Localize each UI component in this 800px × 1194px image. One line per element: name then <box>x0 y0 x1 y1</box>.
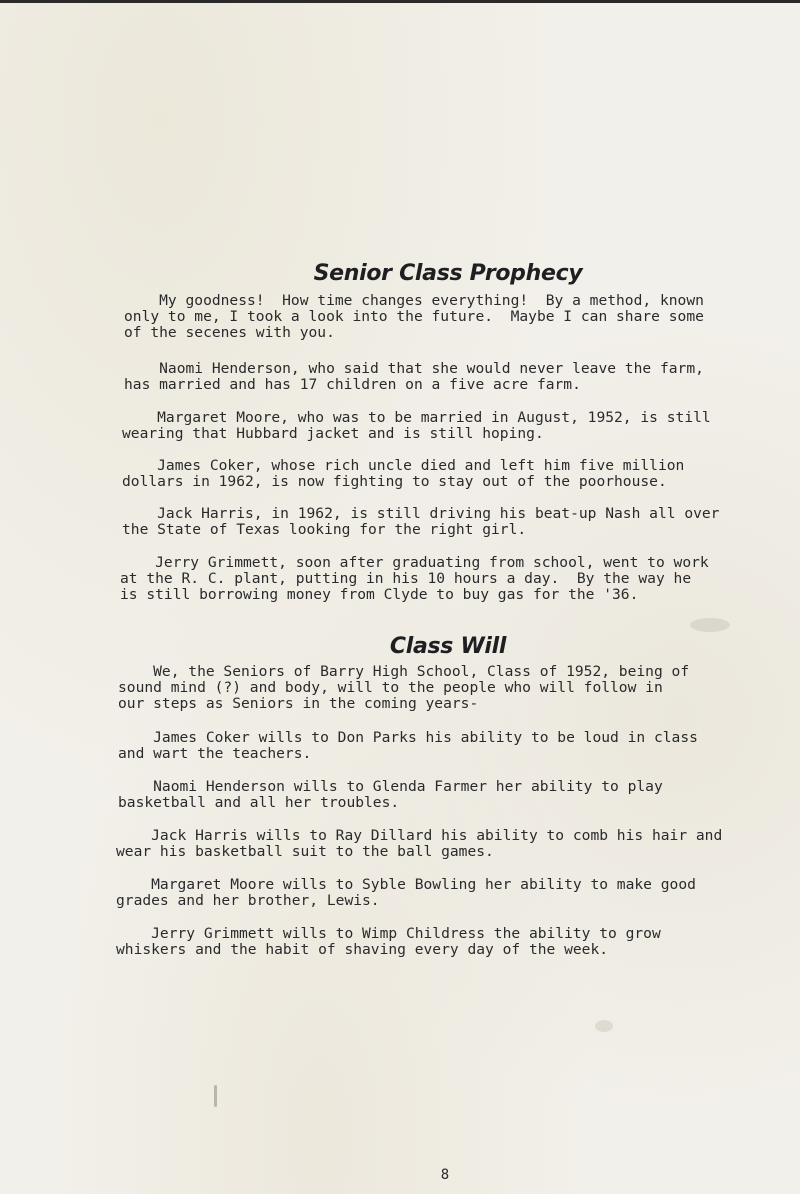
will-paragraph-3: Naomi Henderson wills to Glenda Farmer her ability to play basketball and all her troubles. <box>118 778 663 811</box>
paper-stain <box>690 618 730 632</box>
prophecy-paragraph-2: Naomi Henderson, who said that she would never leave the farm, has married and has 17 children on a five acre farm. <box>124 360 704 393</box>
paper-stain <box>214 1085 217 1107</box>
page-top-edge <box>0 0 800 3</box>
will-paragraph-1: We, the Seniors of Barry High School, Class of 1952, being of sound mind (?) and body, will to the people who will follow in our steps as Seniors in the coming years- <box>118 663 690 712</box>
will-title: Class Will <box>389 634 507 659</box>
prophecy-paragraph-4: James Coker, whose rich uncle died and left him five million dollars in 1962, is now fighting to stay out of the poorhouse. <box>122 457 685 490</box>
prophecy-paragraph-1: My goodness! How time changes everything! By a method, known only to me, I took a look into the future. Maybe I can share some of the secenes with you. <box>124 292 704 341</box>
will-paragraph-2: James Coker wills to Don Parks his ability to be loud in class and wart the teachers. <box>118 729 698 762</box>
prophecy-paragraph-3: Margaret Moore, who was to be married in August, 1952, is still wearing that Hubbard jacket and is still hoping. <box>122 409 711 442</box>
prophecy-paragraph-6: Jerry Grimmett, soon after graduating from school, went to work at the R. C. plant, putting in his 10 hours a day. By the way he is still borrowing money from Clyde to buy gas for the '36. <box>120 554 709 603</box>
will-paragraph-5: Margaret Moore wills to Syble Bowling her ability to make good grades and her brother, Lewis. <box>116 876 696 909</box>
page-number: 8 <box>440 1167 450 1183</box>
will-paragraph-4: Jack Harris wills to Ray Dillard his ability to comb his hair and wear his basketball suit to the ball games. <box>116 827 723 860</box>
prophecy-title: Senior Class Prophecy <box>313 261 583 286</box>
will-paragraph-6: Jerry Grimmett wills to Wimp Childress the ability to grow whiskers and the habit of shaving every day of the week. <box>116 925 661 958</box>
prophecy-paragraph-5: Jack Harris, in 1962, is still driving his beat-up Nash all over the State of Texas looking for the right girl. <box>122 505 720 538</box>
paper-stain <box>595 1020 613 1032</box>
